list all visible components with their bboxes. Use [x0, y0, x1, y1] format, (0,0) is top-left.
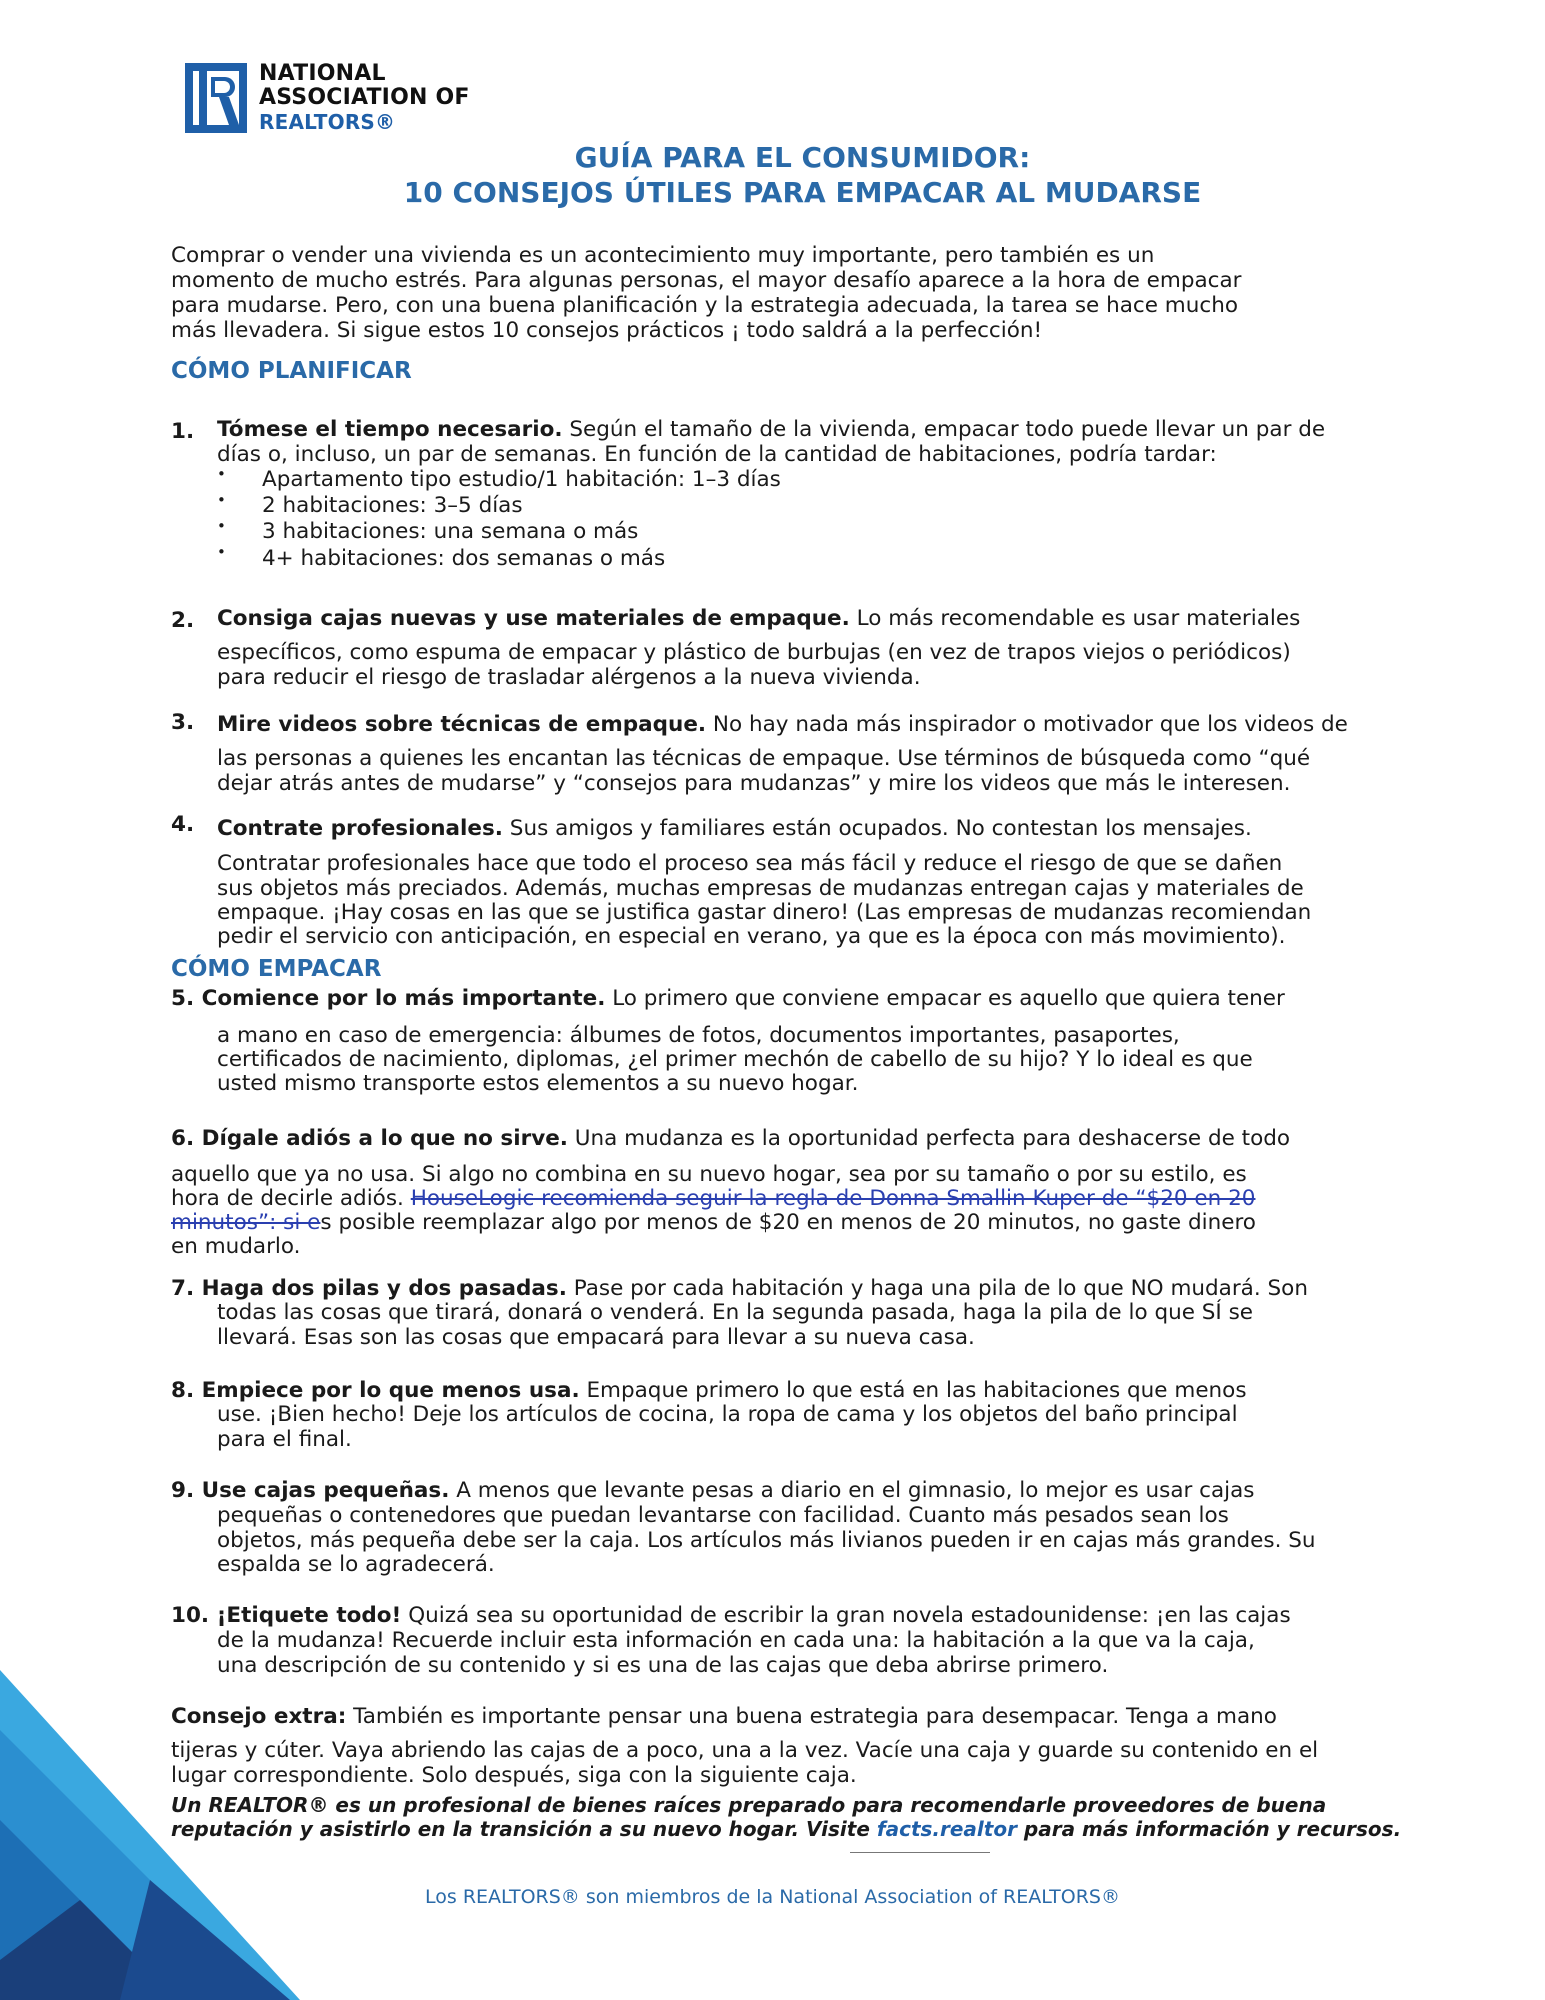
- tip-9-title: 9. Use cajas pequeñas.: [171, 1478, 450, 1503]
- tip-8-line: para el final.: [217, 1427, 352, 1452]
- tip-2-line: Consiga cajas nuevas y use materiales de empaque. Lo más recomendable es usar materiales: [217, 606, 1301, 631]
- bullet-icon: •: [217, 465, 226, 483]
- extra-tip-line: tijeras y cúter. Vaya abriendo las cajas de a poco, una a la vez. Vacíe una caja y guarde su contenido en el: [171, 1738, 1319, 1763]
- tip-9-line: espalda se lo agradecerá.: [217, 1552, 495, 1577]
- extra-tip-line: lugar correspondiente. Solo después, siga con la siguiente caja.: [171, 1763, 857, 1788]
- tip-6-line: en mudarlo.: [171, 1234, 301, 1259]
- tip-9-line: 9. Use cajas pequeñas. A menos que levante pesas a diario en el gimnasio, lo mejor es usar cajas: [171, 1478, 1255, 1503]
- tip-6-line: minutos”: si es posible reemplazar algo por menos de $20 en menos de 20 minutos, no gaste dinero: [171, 1210, 1256, 1235]
- tip-8-line: 8. Empiece por lo que menos usa. Empaque primero lo que está en las habitaciones que menos: [171, 1378, 1247, 1403]
- tip-6-title: 6. Dígale adiós a lo que no sirve.: [171, 1126, 568, 1151]
- tip-10-line: 10. ¡Etiquete todo! Quizá sea su oportunidad de escribir la gran novela estadounidense: ¡en las cajas: [171, 1603, 1291, 1628]
- tip-2-line: específicos, como espuma de empacar y plástico de burbujas (en vez de trapos viejos o periódicos): [217, 640, 1291, 665]
- tip-3-title: Mire videos sobre técnicas de empaque.: [217, 712, 707, 737]
- tip-number: 2.: [171, 608, 195, 633]
- extra-tip-title: Consejo extra:: [171, 1704, 347, 1729]
- realtor-note-line: reputación y asistirlo en la transición a su nuevo hogar. Visite facts.realtor para más información y recursos.: [171, 1817, 1402, 1841]
- tip-10-line: una descripción de su contenido y si es una de las cajas que deba abrirse primero.: [217, 1653, 1109, 1678]
- tip-7-line: llevará. Esas son las cosas que empacará para llevar a su nueva casa.: [217, 1325, 975, 1350]
- tip-4-line: Contrate profesionales. Sus amigos y familiares están ocupados. No contestan los mensajes.: [217, 816, 1252, 841]
- page-title-line-2: 10 CONSEJOS ÚTILES PARA EMPACAR AL MUDARSE: [403, 176, 1202, 209]
- intro-line: para mudarse. Pero, con una buena planificación y la estrategia adecuada, la tarea se hace mucho: [171, 293, 1238, 318]
- nar-logo: [185, 62, 470, 134]
- tip-number: 1.: [171, 419, 195, 444]
- tip-4-title: Contrate profesionales.: [217, 816, 503, 841]
- bullet-icon: •: [217, 543, 226, 561]
- facts-realtor-link[interactable]: facts.realtor: [876, 1817, 1017, 1841]
- realtor-r-logo-icon: [185, 63, 247, 133]
- tip-7-title: 7. Haga dos pilas y dos pasadas.: [171, 1276, 567, 1301]
- tip-5-line: a mano en caso de emergencia: álbumes de fotos, documentos importantes, pasaportes,: [217, 1023, 1180, 1048]
- tip-1-bullet: 3 habitaciones: una semana o más: [262, 519, 639, 544]
- tip-5-line: certificados de nacimiento, diplomas, ¿el primer mechón de cabello de su hijo? Y lo ideal es que: [217, 1047, 1253, 1072]
- tip-8-line: use. ¡Bien hecho! Deje los artículos de cocina, la ropa de cama y los objetos del baño principal: [217, 1402, 1238, 1427]
- tip-1-line: días o, incluso, un par de semanas. En función de la cantidad de habitaciones, podría tardar:: [217, 442, 1217, 467]
- tip-10-title: 10. ¡Etiquete todo!: [171, 1603, 402, 1628]
- intro-line: Comprar o vender una vivienda es un acontecimiento muy importante, pero también es un: [171, 243, 1155, 268]
- tip-6-line: 6. Dígale adiós a lo que no sirve. Una mudanza es la oportunidad perfecta para deshacerse de todo: [171, 1126, 1291, 1151]
- tip-4-line: sus objetos más preciados. Además, muchas empresas de mudanzas entregan cajas y materiales de: [217, 876, 1304, 901]
- tip-4-line: pedir el servicio con anticipación, en especial en verano, ya que es la época con más movimiento).: [217, 924, 1286, 949]
- houselogic-link-cont[interactable]: minutos”: si e: [171, 1210, 321, 1235]
- tip-2-line: para reducir el riesgo de trasladar alérgenos a la nueva vivienda.: [217, 665, 921, 690]
- tip-1-bullet: 2 habitaciones: 3–5 días: [262, 493, 523, 518]
- tip-10-line: de la mudanza! Recuerde incluir esta información en cada una: la habitación a la que va la caja,: [217, 1628, 1255, 1653]
- tip-4-line: Contratar profesionales hace que todo el proceso sea más fácil y reduce el riesgo de que se dañen: [217, 851, 1283, 876]
- logo-line-1: NATIONAL: [259, 61, 386, 86]
- tip-3-line: las personas a quienes les encantan las técnicas de empaque. Use términos de búsqueda como “qué: [217, 746, 1311, 771]
- tip-1-bullet: Apartamento tipo estudio/1 habitación: 1–3 días: [262, 467, 781, 492]
- tip-5-line: usted mismo transporte estos elementos a su nuevo hogar.: [217, 1071, 859, 1096]
- realtor-note-line: Un REALTOR® es un profesional de bienes raíces preparado para recomendarle proveedores de buena: [171, 1793, 1327, 1817]
- page-title-line-1: GUÍA PARA EL CONSUMIDOR:: [574, 141, 1031, 174]
- section-heading-planificar: CÓMO PLANIFICAR: [171, 358, 412, 384]
- tip-8-title: 8. Empiece por lo que menos usa.: [171, 1378, 580, 1403]
- tip-number: 4.: [171, 812, 195, 837]
- logo-line-2: ASSOCIATION OF: [259, 85, 470, 110]
- tip-3-line: Mire videos sobre técnicas de empaque. No hay nada más inspirador o motivador que los videos de: [217, 712, 1348, 737]
- tip-1-line: Tómese el tiempo necesario. Según el tamaño de la vivienda, empacar todo puede llevar un par de: [217, 417, 1326, 442]
- tip-1-title: Tómese el tiempo necesario.: [217, 417, 563, 442]
- houselogic-link[interactable]: HouseLogic recomienda seguir la regla de Donna Smallin Kuper de “$20 en 20: [410, 1186, 1256, 1211]
- tip-2-title: Consiga cajas nuevas y use materiales de empaque.: [217, 606, 850, 631]
- tip-1-bullet: 4+ habitaciones: dos semanas o más: [262, 546, 666, 571]
- tip-5-title: 5. Comience por lo más importante.: [171, 986, 606, 1011]
- bullet-icon: •: [217, 491, 226, 509]
- tip-9-line: pequeñas o contenedores que puedan levantarse con facilidad. Cuanto más pesados sean los: [217, 1503, 1229, 1528]
- tip-3-line: dejar atrás antes de mudarse” y “consejos para mudanzas” y mire los videos que más le interesen.: [217, 771, 1291, 796]
- intro-line: más llevadera. Si sigue estos 10 consejos prácticos ¡ todo saldrá a la perfección!: [171, 318, 1043, 343]
- tip-number: 3.: [171, 710, 195, 735]
- tip-4-line: empaque. ¡Hay cosas en las que se justifica gastar dinero! (Las empresas de mudanzas recomiendan: [217, 900, 1312, 925]
- tip-6-line: aquello que ya no usa. Si algo no combina en su nuevo hogar, sea por su tamaño o por su estilo, es: [171, 1162, 1247, 1187]
- logo-line-3: REALTORS®: [259, 110, 396, 134]
- tip-7-line: todas las cosas que tirará, donará o venderá. En la segunda pasada, haga la pila de lo que SÍ se: [217, 1300, 1254, 1325]
- divider: [850, 1852, 990, 1853]
- intro-line: momento de mucho estrés. Para algunas personas, el mayor desafío aparece a la hora de empacar: [171, 268, 1242, 293]
- footer-text: Los REALTORS® son miembros de la National Association of REALTORS®: [425, 1886, 1120, 1908]
- tip-7-line: 7. Haga dos pilas y dos pasadas. Pase por cada habitación y haga una pila de lo que NO mudará. Son: [171, 1276, 1308, 1301]
- tip-9-line: objetos, más pequeña debe ser la caja. Los artículos más livianos pueden ir en cajas más grandes. Su: [217, 1528, 1316, 1553]
- bullet-icon: •: [217, 517, 226, 535]
- section-heading-empacar: CÓMO EMPACAR: [171, 956, 382, 982]
- tip-5-line: 5. Comience por lo más importante. Lo primero que conviene empacar es aquello que quiera tener: [171, 986, 1285, 1011]
- tip-6-line: hora de decirle adiós. HouseLogic recomienda seguir la regla de Donna Smallin Kuper de “$20 en 20: [171, 1186, 1256, 1211]
- extra-tip-line: Consejo extra: También es importante pensar una buena estrategia para desempacar. Tenga a mano: [171, 1704, 1277, 1729]
